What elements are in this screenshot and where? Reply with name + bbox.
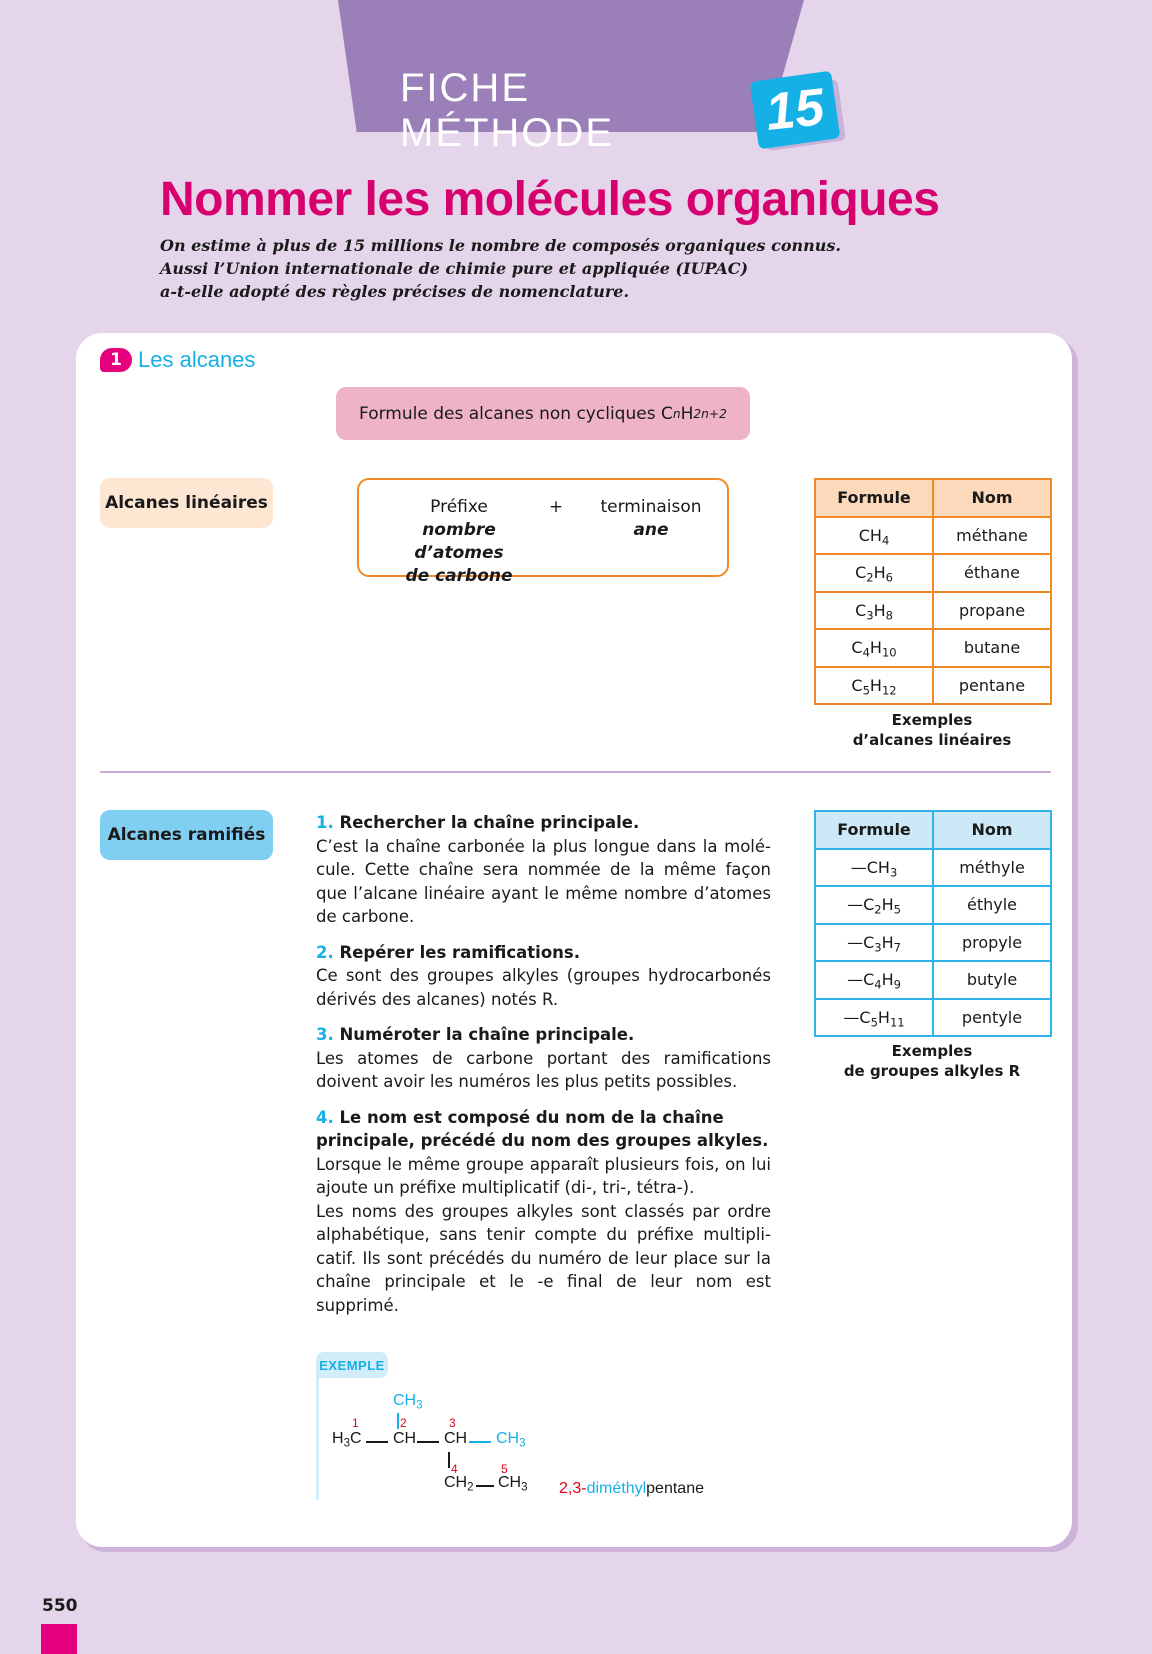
badge-number: 15	[763, 78, 827, 142]
linear-alkanes-tag: Alcanes linéaires	[100, 478, 273, 528]
table-row	[815, 886, 1051, 924]
name-cell: pentane	[933, 667, 1051, 705]
formula-cell: $C_5H_{12}$	[815, 667, 933, 705]
suffix-column	[591, 496, 711, 542]
carbon-3: CH	[444, 1430, 468, 1447]
plus-sign: +	[548, 497, 564, 517]
caption-line: Exemples	[891, 1042, 973, 1060]
name-base: pentane	[646, 1480, 704, 1497]
intro-line: a-t-elle adopté des règles précises de nomenclature.	[160, 282, 630, 301]
naming-rule-box	[357, 478, 729, 586]
caption-line: Exemples	[891, 711, 973, 729]
method-number-badge	[750, 71, 841, 150]
name-cell: pentyle	[933, 999, 1051, 1037]
example-tag: EXEMPLE	[316, 1352, 388, 1378]
carbon-number: 5	[501, 1462, 508, 1476]
table-row	[815, 849, 1051, 887]
name-locants: 2,3-	[559, 1480, 587, 1497]
formula-cell: $C_2H_6$	[815, 554, 933, 592]
formula-label: Formule des alcanes non cycliques C	[359, 403, 673, 424]
prefix-label: Préfixe	[430, 497, 488, 517]
step-title-text: Repérer les ramifications.	[339, 942, 580, 962]
linear-alkanes-table	[814, 478, 1052, 705]
name-prefix: diméthyl	[586, 1480, 647, 1497]
alkyl-groups-table	[814, 810, 1052, 1037]
suffix-value: ane	[633, 520, 669, 540]
table-row	[815, 554, 1051, 592]
section-divider	[100, 771, 1051, 773]
iupac-name	[559, 1480, 704, 1498]
page-title: Nommer les molécules organiques	[160, 173, 940, 226]
name-cell: butyle	[933, 961, 1051, 999]
alkyl-table-caption	[814, 1041, 1050, 1081]
step-body: Lorsque le même groupe apparaît plusieurs fois, on lui ajoute un préfixe multiplicatif (di-, tri-, tétra-).	[316, 1154, 771, 1197]
table-row	[815, 592, 1051, 630]
methyl-branch-top: $CH_3$	[393, 1392, 423, 1412]
formula-sub: 2n+2	[693, 406, 727, 421]
naming-steps	[316, 811, 771, 1329]
page-marker	[41, 1624, 77, 1654]
bond	[417, 1441, 439, 1443]
step-title	[316, 941, 771, 965]
table-header-row	[815, 811, 1051, 849]
table-row	[815, 667, 1051, 705]
step-title	[316, 1106, 771, 1153]
step-number: 1.	[316, 813, 334, 832]
header-name: Nom	[933, 811, 1051, 849]
prefix-meaning: nombre d’atomes	[414, 520, 504, 563]
prefix-column	[379, 496, 539, 588]
step-number: 2.	[316, 942, 334, 962]
step-2	[316, 941, 771, 1012]
name-cell: propyle	[933, 924, 1051, 962]
intro-line: Aussi l’Union internationale de chimie pure et appliquée (IUPAC)	[160, 259, 749, 278]
formula-cell: $—C_5H_{11}$	[815, 999, 933, 1037]
methyl-branch-right: $CH_3$	[496, 1430, 526, 1450]
intro-line: On estime à plus de 15 millions le nombre de composés organiques connus.	[160, 236, 841, 255]
formula-cell: $CH_4$	[815, 517, 933, 555]
formula-cell: $—C_3H_7$	[815, 924, 933, 962]
step-3	[316, 1023, 771, 1094]
general-formula-box	[336, 387, 750, 440]
prefix-meaning: de carbone	[405, 566, 513, 586]
intro-text	[160, 234, 880, 303]
carbon-number: 3	[449, 1416, 456, 1430]
name-cell: propane	[933, 592, 1051, 630]
formula-n: n	[672, 406, 681, 421]
step-body: C’est la chaîne carbonée la plus longue dans la molécule. Cette chaîne sera nommée de la même façon que l’alcane linéaire ayant le même nombre d’atomes de carbone.	[316, 836, 771, 926]
name-cell: méthyle	[933, 849, 1051, 887]
step-body: Les atomes de carbone portant des ramifications doivent avoir les numéros les plus petits possibles.	[316, 1048, 771, 1091]
carbon-5: $CH_3$	[498, 1474, 528, 1494]
linear-table-caption	[814, 710, 1050, 750]
step-body: Les noms des groupes alkyles sont classés par ordre alphabétique, sans tenir compte du préfixe multiplicatif. Ils sont précédés du numéro de leur place sur la chaîne principale et le -e final de leur nom est supprimé.	[316, 1201, 771, 1315]
carbon-number: 4	[451, 1462, 458, 1476]
carbon-number: 1	[352, 1416, 359, 1430]
bond-blue	[469, 1441, 491, 1443]
bond	[366, 1441, 388, 1443]
page-number: 550	[42, 1596, 78, 1616]
branched-alkanes-tag: Alcanes ramifiés	[100, 810, 273, 860]
suffix-label: terminaison	[600, 497, 702, 517]
example-box	[316, 1352, 736, 1500]
formula-cell: $C_4H_{10}$	[815, 629, 933, 667]
banner-title: FICHE MÉTHODE	[400, 66, 614, 155]
bond-vertical	[397, 1413, 399, 1429]
table-row	[815, 961, 1051, 999]
bond-vertical	[448, 1452, 450, 1468]
table-row	[815, 629, 1051, 667]
step-title	[316, 1023, 771, 1047]
header-formula: Formule	[815, 811, 933, 849]
caption-line: de groupes alkyles R	[843, 1062, 1021, 1080]
formula-cell: $C_3H_8$	[815, 592, 933, 630]
name-cell: méthane	[933, 517, 1051, 555]
step-title	[316, 811, 771, 835]
carbon-number: 2	[400, 1416, 407, 1430]
carbon-1: $H_3C$	[332, 1430, 362, 1450]
carbon-2: CH	[393, 1430, 417, 1447]
name-cell: éthane	[933, 554, 1051, 592]
step-title-text: Rechercher la chaîne principale.	[339, 813, 640, 832]
formula-h: H	[680, 403, 694, 424]
step-1	[316, 811, 771, 929]
header-name: Nom	[933, 479, 1051, 517]
section-title: Les alcanes	[138, 347, 256, 372]
caption-line: d’alcanes linéaires	[852, 731, 1012, 749]
step-number: 4.	[316, 1107, 334, 1127]
example-border	[316, 1378, 319, 1500]
section-number: 1	[100, 348, 132, 372]
name-cell: butane	[933, 629, 1051, 667]
carbon-4: $CH_2$	[444, 1474, 474, 1494]
table-row	[815, 924, 1051, 962]
section-heading	[100, 347, 255, 373]
step-body: Ce sont des groupes alkyles (groupes hydrocarbonés dérivés des alcanes) notés R.	[316, 966, 771, 1009]
step-title-text: Numéroter la chaîne principale.	[339, 1025, 635, 1044]
formula-cell: $—C_4H_9$	[815, 961, 933, 999]
bond	[476, 1485, 494, 1487]
table-row	[815, 517, 1051, 555]
name-cell: éthyle	[933, 886, 1051, 924]
step-title-text: Le nom est composé du nom de la chaîne principale, précédé du nom des groupes alkyles.	[316, 1107, 769, 1150]
formula-cell: $—C_2H_5$	[815, 886, 933, 924]
header-formula: Formule	[815, 479, 933, 517]
formula-cell: $—CH_3$	[815, 849, 933, 887]
table-header-row	[815, 479, 1051, 517]
step-4	[316, 1106, 771, 1318]
step-number: 3.	[316, 1025, 334, 1044]
table-row	[815, 999, 1051, 1037]
